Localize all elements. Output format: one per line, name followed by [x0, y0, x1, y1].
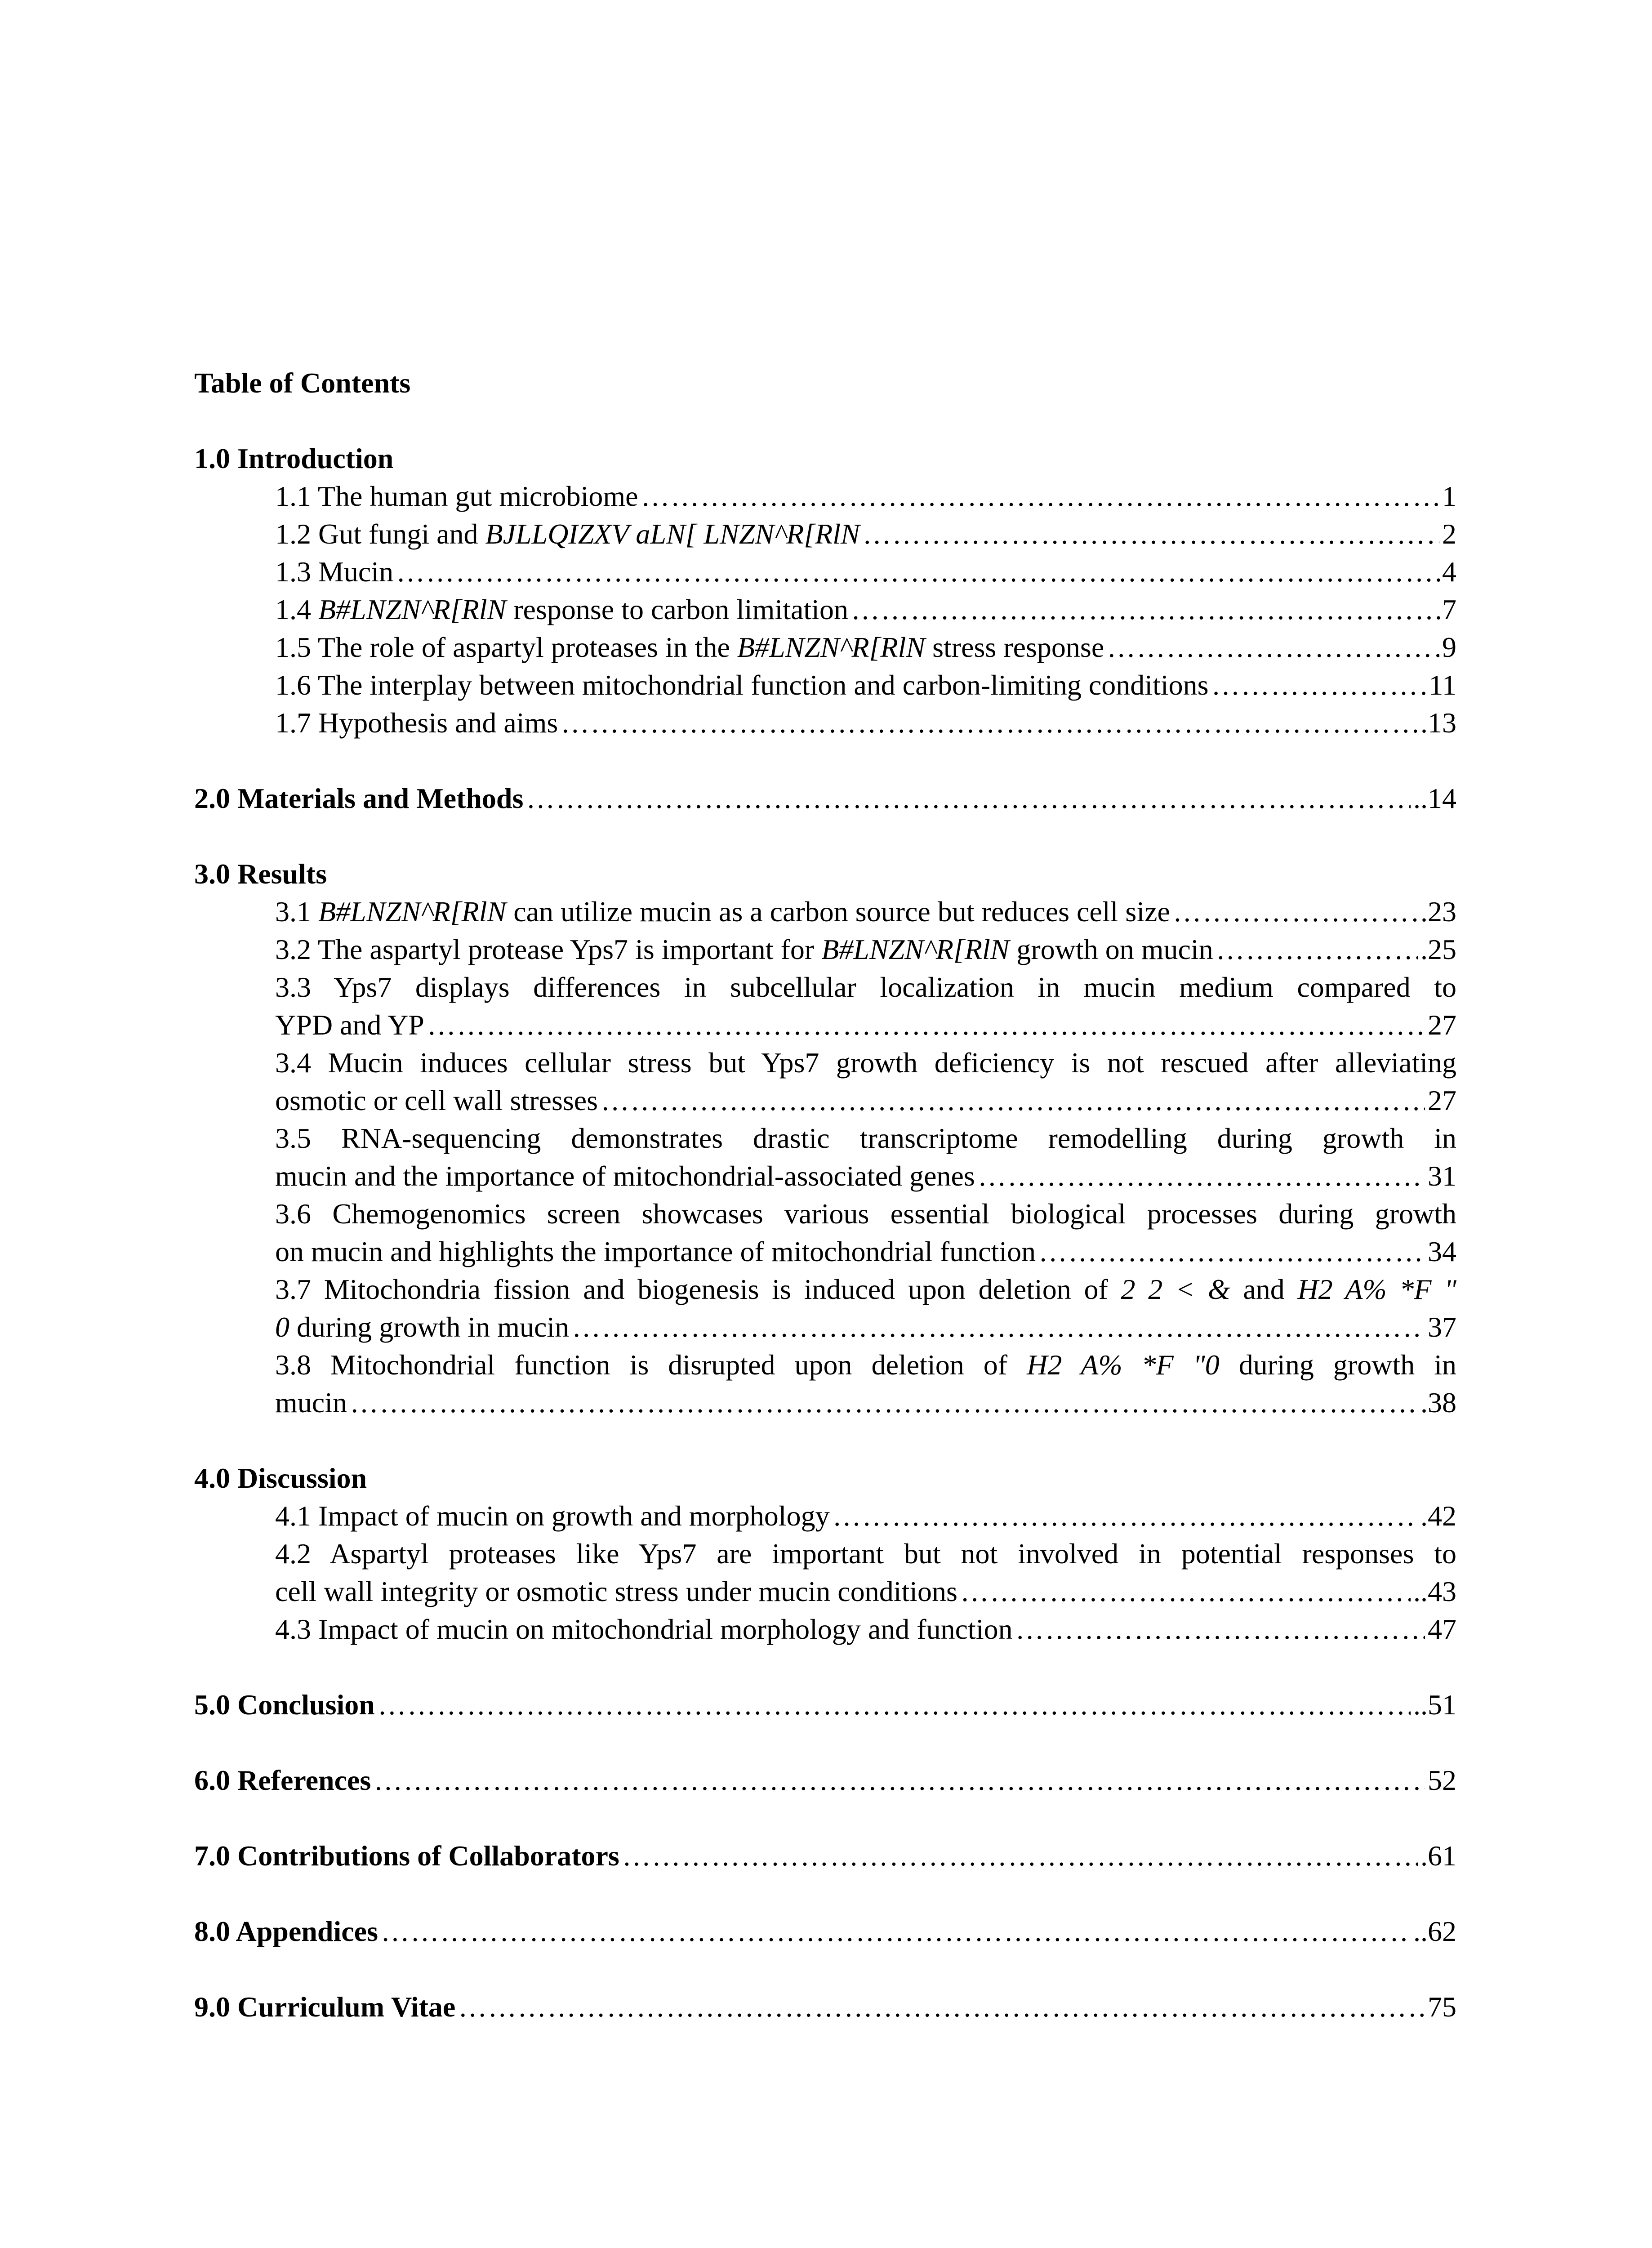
dot-leader — [458, 1988, 1425, 2026]
toc-entry-label — [275, 1346, 1456, 1384]
toc-title: Table of Contents — [194, 367, 411, 399]
dot-leader — [396, 553, 1432, 591]
toc-entry-page: .23 — [1420, 896, 1456, 928]
dot-leader — [863, 515, 1439, 553]
toc-entry-label: mucin — [275, 1387, 347, 1418]
toc-entry-text: 3.1 — [275, 896, 318, 928]
toc-entry-page: .25 — [1420, 933, 1456, 965]
toc-entry-page: 27 — [1428, 1009, 1456, 1041]
toc-entry-text: 3.8 Mitochondrial function is disrupted upon deletion of — [275, 1349, 1027, 1381]
toc-entry[interactable] — [275, 968, 1456, 1044]
toc-entry-text: and — [1230, 1273, 1298, 1305]
dot-leader — [381, 1913, 1411, 1950]
toc-entry[interactable] — [275, 591, 1456, 629]
toc-entry[interactable] — [275, 893, 1456, 931]
dot-leader — [851, 591, 1432, 629]
toc-entry-page: .4 — [1435, 556, 1456, 588]
toc-entry[interactable] — [275, 1497, 1456, 1535]
toc-entry[interactable] — [194, 1837, 1456, 1875]
toc-entry-label: YPD and YP — [275, 1009, 424, 1041]
toc-entry-label — [275, 931, 1213, 968]
toc-entry-garbled-text: B#LNZN^R[RlN — [318, 896, 507, 928]
toc-entry-label: 4.2 Aspartyl proteases like Yps7 are important but not involved in potential responses to — [275, 1538, 1456, 1570]
toc-entry-continuation — [275, 1384, 1456, 1422]
dot-leader — [378, 1686, 1411, 1724]
dot-leader — [833, 1497, 1418, 1535]
section-discussion — [194, 1459, 1456, 1648]
toc-entry[interactable] — [194, 1913, 1456, 1950]
toc-entry-page: ..43 — [1413, 1575, 1456, 1607]
toc-entry-label: osmotic or cell wall stresses — [275, 1084, 598, 1116]
toc-entry-label: 1.6 The interplay between mitochondrial function and carbon-limiting conditions — [275, 669, 1209, 701]
dot-leader — [1173, 893, 1418, 931]
toc-entry-continuation — [275, 1157, 1456, 1195]
section-heading — [194, 1459, 1456, 1497]
section-heading-label: 7.0 Contributions of Collaborators — [194, 1840, 619, 1872]
toc-entry-label — [275, 515, 860, 553]
toc-entry-continuation — [275, 1308, 1456, 1346]
toc-entry-page: 31 — [1428, 1160, 1456, 1192]
section-contributions — [194, 1837, 1456, 1875]
toc-entry-label: 4.1 Impact of mucin on growth and morphology — [275, 1500, 830, 1532]
dot-leader — [1038, 1233, 1425, 1271]
toc-entry-text: during growth in — [1219, 1349, 1457, 1381]
toc-entry[interactable] — [275, 477, 1456, 515]
toc-entry-page: 52 — [1428, 1764, 1456, 1796]
toc-entry-label: 1.1 The human gut microbiome — [275, 480, 638, 512]
toc-entry-garbled-text: H2 A% *F " — [1297, 1273, 1457, 1305]
section-heading-label: 4.0 Discussion — [194, 1462, 367, 1494]
toc-entry-text: response to carbon limitation — [506, 593, 848, 625]
section-introduction — [194, 440, 1456, 742]
toc-entry-label: 1.3 Mucin — [275, 556, 394, 588]
section-heading-label: 5.0 Conclusion — [194, 1689, 375, 1721]
toc-entry-garbled-text: 0 — [275, 1311, 289, 1343]
toc-entry-continuation — [275, 1233, 1456, 1271]
section-appendices — [194, 1913, 1456, 1950]
dot-leader — [1015, 1610, 1425, 1648]
toc-entry-continuation — [275, 1082, 1456, 1120]
toc-entry-continuation — [275, 1006, 1456, 1044]
toc-entry-text: during growth in mucin — [289, 1311, 570, 1343]
toc-entry[interactable] — [194, 1988, 1456, 2026]
toc-entry[interactable] — [275, 515, 1456, 553]
section-heading-label: 2.0 Materials and Methods — [194, 782, 524, 814]
toc-entry-page: .61 — [1420, 1840, 1456, 1872]
toc-entry-page: ..14 — [1413, 782, 1456, 814]
toc-entry-garbled-text: H2 A% *F "0 — [1027, 1349, 1220, 1381]
toc-entry-page: .13 — [1420, 707, 1456, 739]
toc-entry-page: 75 — [1428, 1991, 1456, 2023]
toc-entry-page: 27 — [1428, 1084, 1456, 1116]
toc-entry-label — [275, 1308, 569, 1346]
toc-entry[interactable] — [275, 1044, 1456, 1120]
toc-entry-label: 3.4 Mucin induces cellular stress but Yps7 growth deficiency is not rescued after alleviating — [275, 1047, 1456, 1079]
toc-entry-page: 9 — [1442, 631, 1456, 663]
section-materials-methods — [194, 780, 1456, 817]
toc-entry[interactable] — [275, 1346, 1456, 1422]
section-references — [194, 1762, 1456, 1799]
toc-entry-garbled-text: BJLLQIZXV aLN[ LNZN^R[RlN — [485, 518, 860, 550]
dot-leader — [561, 704, 1418, 742]
toc-entry-page: ..51 — [1413, 1689, 1456, 1721]
toc-entry[interactable] — [194, 780, 1456, 817]
section-heading — [194, 440, 1456, 477]
toc-entry-page: 2 — [1442, 518, 1456, 550]
dot-leader — [427, 1006, 1425, 1044]
dot-leader — [978, 1157, 1425, 1195]
toc-entry[interactable] — [275, 1271, 1456, 1346]
toc-entry[interactable] — [275, 931, 1456, 968]
toc-entry-label: 3.5 RNA-sequencing demonstrates drastic transcriptome remodelling during growth in — [275, 1122, 1456, 1154]
toc-entry-page: .42 — [1420, 1500, 1456, 1532]
section-heading-label: 1.0 Introduction — [194, 442, 394, 474]
toc-entry-label — [275, 629, 1104, 666]
toc-entry-label: 3.6 Chemogenomics screen showcases various essential biological processes during growth — [275, 1198, 1456, 1230]
toc-entry[interactable] — [194, 1762, 1456, 1799]
toc-entry-page: 11 — [1429, 669, 1456, 701]
toc-entry-text: stress response — [925, 631, 1104, 663]
toc-entry-garbled-text: B#LNZN^R[RlN — [737, 631, 926, 663]
section-heading-label: 8.0 Appendices — [194, 1915, 378, 1947]
toc-entry-text: growth on mucin — [1009, 933, 1213, 965]
section-curriculum-vitae — [194, 1988, 1456, 2026]
toc-entry-label: 3.3 Yps7 displays differences in subcellular localization in mucin medium compared to — [275, 971, 1456, 1003]
toc-entry-label: on mucin and highlights the importance of mitochondrial function — [275, 1236, 1036, 1267]
section-results — [194, 855, 1456, 1422]
toc-entry-label: 1.7 Hypothesis and aims — [275, 707, 558, 739]
dot-leader — [350, 1384, 1418, 1422]
toc-entry-garbled-text: B#LNZN^R[RlN — [318, 593, 507, 625]
toc-entry-page: 1 — [1442, 480, 1456, 512]
toc-entry-garbled-text: B#LNZN^R[RlN — [821, 933, 1010, 965]
dot-leader — [1211, 666, 1426, 704]
toc-entry[interactable] — [275, 1610, 1456, 1648]
toc-entry-label — [275, 591, 848, 629]
toc-entry-page: .38 — [1420, 1387, 1456, 1418]
toc-entry-page: 34 — [1428, 1236, 1456, 1267]
section-heading — [194, 855, 1456, 893]
section-heading-label: 3.0 Results — [194, 858, 327, 890]
dot-leader — [641, 477, 1439, 515]
toc-entry-page: 47 — [1428, 1613, 1456, 1645]
dot-leader — [526, 780, 1411, 817]
toc-entry[interactable] — [275, 704, 1456, 742]
dot-leader — [960, 1573, 1411, 1610]
dot-leader — [1107, 629, 1439, 666]
toc-entry-page: .7 — [1435, 593, 1456, 625]
toc-entry-text: 1.5 The role of aspartyl proteases in the — [275, 631, 737, 663]
dot-leader — [572, 1308, 1425, 1346]
dot-leader — [601, 1082, 1425, 1120]
toc-entry-garbled-text: 2 2 < & — [1121, 1273, 1230, 1305]
toc-entry-label: cell wall integrity or osmotic stress under mucin conditions — [275, 1575, 957, 1607]
toc-entry-label — [275, 893, 1170, 931]
section-heading-label: 6.0 References — [194, 1764, 371, 1796]
toc-entry[interactable] — [194, 1686, 1456, 1724]
toc-entry-text: 3.7 Mitochondria fission and biogenesis is induced upon deletion of — [275, 1273, 1121, 1305]
dot-leader — [1216, 931, 1418, 968]
toc-entry-text: 3.2 The aspartyl protease Yps7 is important for — [275, 933, 822, 965]
toc-entry[interactable] — [275, 1195, 1456, 1271]
toc-entry-page: 37 — [1428, 1311, 1456, 1343]
dot-leader — [374, 1762, 1425, 1799]
toc-entry-text: can utilize mucin as a carbon source but reduces cell size — [506, 896, 1170, 928]
toc-entry-text: 1.2 Gut fungi and — [275, 518, 485, 550]
dot-leader — [622, 1837, 1418, 1875]
toc-entry-continuation — [275, 1573, 1456, 1610]
toc-entry-label: 4.3 Impact of mucin on mitochondrial morphology and function — [275, 1613, 1013, 1645]
toc-entry-label: mucin and the importance of mitochondrial-associated genes — [275, 1160, 975, 1192]
table-of-contents — [194, 364, 1456, 2064]
section-heading-label: 9.0 Curriculum Vitae — [194, 1991, 456, 2023]
toc-entry-page: ..62 — [1413, 1915, 1456, 1947]
toc-entry[interactable] — [275, 666, 1456, 704]
toc-entry-text: 1.4 — [275, 593, 318, 625]
toc-entry[interactable] — [275, 553, 1456, 591]
toc-entry[interactable] — [275, 1120, 1456, 1195]
toc-entry-label — [275, 1271, 1456, 1308]
toc-entry[interactable] — [275, 629, 1456, 666]
section-conclusion — [194, 1686, 1456, 1724]
toc-entry[interactable] — [275, 1535, 1456, 1610]
